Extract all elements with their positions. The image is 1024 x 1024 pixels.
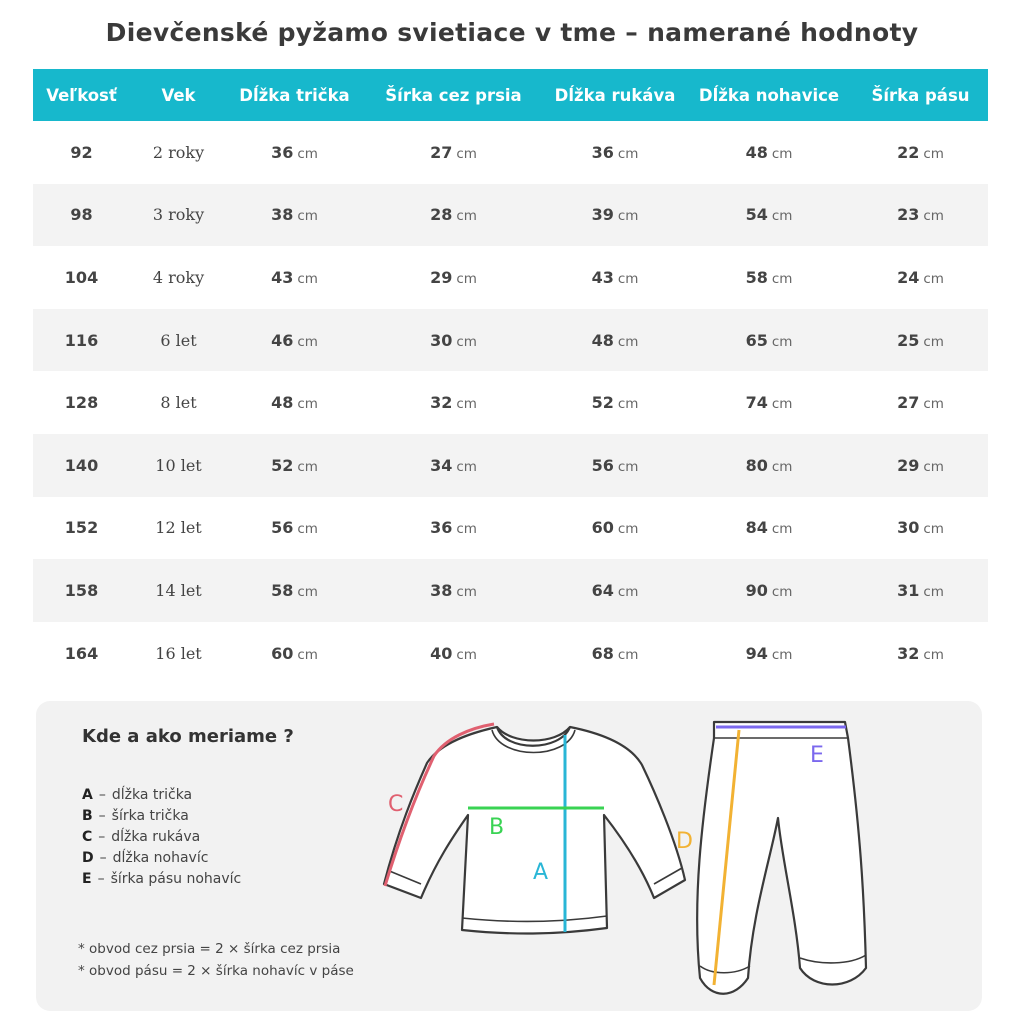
unit-label: cm <box>771 458 793 475</box>
measurement-value: 56 <box>271 518 294 538</box>
measurement-value: 94 <box>745 643 768 663</box>
legend-text: šírka pásu nohavíc <box>110 871 242 887</box>
measurement-value: 31 <box>897 580 920 600</box>
unit-label: cm <box>923 333 944 350</box>
unit-label: cm <box>617 521 639 538</box>
measurement-value: 68 <box>591 643 614 663</box>
measurement-value: 30 <box>430 330 453 350</box>
label-d: D <box>676 829 693 854</box>
measurement-value: 27 <box>897 393 920 413</box>
age-cell: 14 let <box>155 580 202 600</box>
measurement-value: 40 <box>430 643 453 663</box>
age-cell: 4 roky <box>152 267 205 287</box>
legend-dash: – <box>97 871 105 887</box>
unit-label: cm <box>617 646 639 663</box>
legend-text: dĺžka rukáva <box>111 829 201 845</box>
legend-letter: B <box>82 808 93 824</box>
measurement-value: 36 <box>591 142 614 162</box>
size-cell: 140 <box>64 455 99 475</box>
column-header: Vek <box>161 85 196 105</box>
unit-label: cm <box>456 646 477 663</box>
measurement-value: 46 <box>271 330 294 350</box>
legend-text: šírka trička <box>111 808 189 824</box>
pants-drawing <box>697 722 866 994</box>
footnote: * obvod pásu = 2 × šírka nohavíc v páse <box>78 963 354 979</box>
measurement-value: 36 <box>271 142 294 162</box>
label-c: C <box>388 792 404 817</box>
measurement-value: 22 <box>897 142 920 162</box>
measurement-value: 52 <box>591 393 614 413</box>
unit-label: cm <box>297 270 318 287</box>
measurement-value: 74 <box>745 393 768 413</box>
unit-label: cm <box>456 270 477 287</box>
measurement-value: 48 <box>591 330 614 350</box>
unit-label: cm <box>297 458 318 475</box>
column-header: Veľkosť <box>46 85 117 105</box>
measurement-value: 80 <box>745 455 768 475</box>
unit-label: cm <box>456 333 477 350</box>
column-header: Šírka pásu <box>871 85 970 105</box>
legend-letter: D <box>82 850 94 866</box>
unit-label: cm <box>617 145 639 162</box>
legend-letter: E <box>82 871 92 887</box>
size-cell: 158 <box>64 580 99 600</box>
footnote: * obvod cez prsia = 2 × šírka cez prsia <box>78 941 341 957</box>
unit-label: cm <box>771 646 793 663</box>
measurement-value: 48 <box>745 142 768 162</box>
unit-label: cm <box>297 521 318 538</box>
unit-label: cm <box>617 583 639 600</box>
unit-label: cm <box>617 396 639 413</box>
unit-label: cm <box>771 521 793 538</box>
unit-label: cm <box>771 396 793 413</box>
column-header: Dĺžka rukáva <box>554 85 676 105</box>
measurement-value: 48 <box>271 393 294 413</box>
unit-label: cm <box>456 521 477 538</box>
measurement-value: 64 <box>591 580 614 600</box>
legend-text: dĺžka nohavíc <box>112 850 209 866</box>
unit-label: cm <box>456 208 477 225</box>
unit-label: cm <box>923 521 944 538</box>
column-header: Šírka cez prsia <box>385 85 522 105</box>
unit-label: cm <box>297 396 318 413</box>
measurement-value: 23 <box>897 205 920 225</box>
page-title: Dievčenské pyžamo svietiace v tme – namerané hodnoty <box>105 18 919 47</box>
size-cell: 116 <box>64 330 99 350</box>
measurement-value: 54 <box>745 205 768 225</box>
measurement-value: 38 <box>430 580 453 600</box>
unit-label: cm <box>771 583 793 600</box>
unit-label: cm <box>456 145 477 162</box>
column-header: Dĺžka trička <box>239 85 350 105</box>
unit-label: cm <box>923 458 944 475</box>
age-cell: 12 let <box>155 518 202 538</box>
size-cell: 164 <box>64 643 99 663</box>
measurement-value: 25 <box>897 330 920 350</box>
size-cell: 152 <box>64 518 99 538</box>
unit-label: cm <box>771 145 793 162</box>
unit-label: cm <box>297 208 318 225</box>
unit-label: cm <box>771 270 793 287</box>
measurement-value: 58 <box>745 267 768 287</box>
measurement-value: 30 <box>897 518 920 538</box>
unit-label: cm <box>456 396 477 413</box>
measurement-guide-title: Kde a ako meriame ? <box>82 726 294 747</box>
measurement-value: 34 <box>430 455 453 475</box>
measurement-value: 39 <box>591 205 614 225</box>
label-a: A <box>533 860 549 885</box>
measurement-value: 84 <box>745 518 768 538</box>
measurement-value: 56 <box>591 455 614 475</box>
size-cell: 98 <box>70 205 93 225</box>
measurement-value: 24 <box>897 267 920 287</box>
unit-label: cm <box>297 646 318 663</box>
size-cell: 104 <box>64 267 99 287</box>
measurement-value: 43 <box>271 267 294 287</box>
measurement-value: 90 <box>745 580 768 600</box>
legend-dash: – <box>98 787 106 803</box>
unit-label: cm <box>617 458 639 475</box>
measurement-value: 29 <box>897 455 920 475</box>
size-cell: 92 <box>70 142 93 162</box>
measurement-value: 29 <box>430 267 453 287</box>
sweatshirt-drawing <box>384 727 685 934</box>
unit-label: cm <box>297 583 318 600</box>
measurement-value: 27 <box>430 142 453 162</box>
measurement-value: 60 <box>591 518 614 538</box>
unit-label: cm <box>297 333 318 350</box>
age-cell: 3 roky <box>152 205 205 225</box>
legend-letter: C <box>82 829 93 845</box>
unit-label: cm <box>771 333 793 350</box>
legend-dash: – <box>98 829 106 845</box>
unit-label: cm <box>923 270 944 287</box>
measurement-value: 38 <box>271 205 294 225</box>
measurement-value: 43 <box>591 267 614 287</box>
unit-label: cm <box>617 333 639 350</box>
unit-label: cm <box>923 646 944 663</box>
unit-label: cm <box>617 270 639 287</box>
unit-label: cm <box>923 145 944 162</box>
unit-label: cm <box>923 396 944 413</box>
measurement-value: 28 <box>430 205 453 225</box>
measurement-value: 60 <box>271 643 294 663</box>
legend-letter: A <box>82 787 93 803</box>
measurement-value: 32 <box>430 393 453 413</box>
measurement-value: 36 <box>430 518 453 538</box>
age-cell: 16 let <box>155 643 202 663</box>
age-cell: 10 let <box>155 455 202 475</box>
measurement-value: 65 <box>745 330 768 350</box>
legend-dash: – <box>98 808 106 824</box>
age-cell: 2 roky <box>152 142 205 162</box>
measurement-value: 58 <box>271 580 294 600</box>
unit-label: cm <box>456 583 477 600</box>
unit-label: cm <box>456 458 477 475</box>
legend-text: dĺžka trička <box>111 787 193 803</box>
age-cell: 8 let <box>160 393 197 413</box>
measurement-value: 52 <box>271 455 294 475</box>
unit-label: cm <box>617 208 639 225</box>
age-cell: 6 let <box>160 330 197 350</box>
unit-label: cm <box>923 208 944 225</box>
label-e: E <box>810 743 824 768</box>
column-header: Dĺžka nohavice <box>698 85 840 105</box>
measurement-value: 32 <box>897 643 920 663</box>
unit-label: cm <box>771 208 793 225</box>
unit-label: cm <box>923 583 944 600</box>
size-cell: 128 <box>64 393 99 413</box>
legend-dash: – <box>99 850 107 866</box>
unit-label: cm <box>297 145 318 162</box>
label-b: B <box>489 815 505 840</box>
